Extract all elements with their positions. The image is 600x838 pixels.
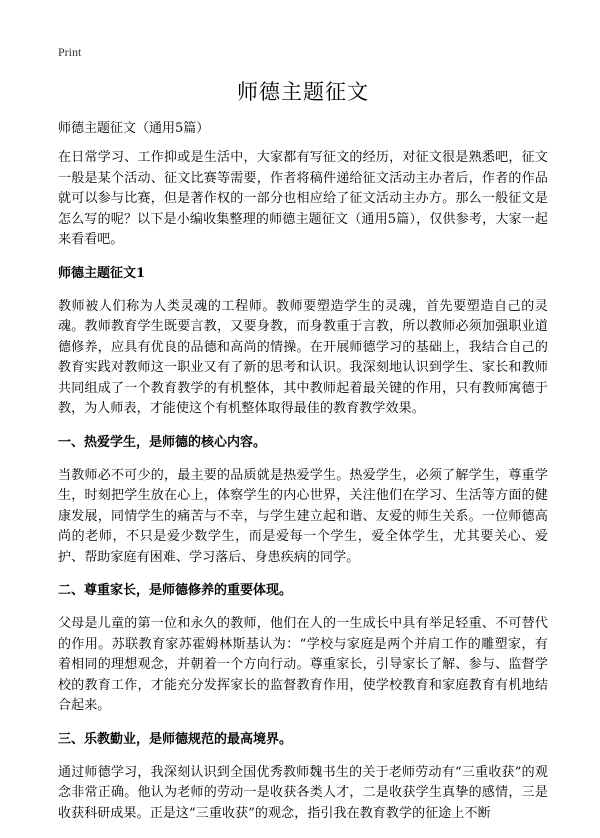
print-link[interactable]: Print xyxy=(58,45,82,59)
essay-1-heading: 师德主题征文1 xyxy=(58,265,146,281)
document-body xyxy=(58,78,548,838)
section-2-paragraph: 父母是儿童的第一位和永久的教师，他们在人的一生成长中具有举足轻重、不可替代的作用。苏联教育家苏霍姆林斯基认为：“学校与家庭是两个并肩工作的雕塑家，有着相同的理想观念，并朝着一个方向行动。尊重家长，引导家长了解、参与、监督学校的教育工作，才能充分发挥家长的监督教育作用，使学校教育和家庭教育有机地结合起来。 xyxy=(58,616,548,713)
document-subtitle: 师德主题征文（通用5篇） xyxy=(58,121,210,136)
intro-paragraph: 在日常学习、工作抑或是生活中，大家都有写征文的经历，对征文很是熟悉吧，征文一般是某个活动、征文比赛等需要，作者将稿件递给征文活动主办者后，作者的作品就可以参与比赛，但是著作权的一部分也相应给了征文活动主办方。那么一般征文是怎么写的呢？以下是小编收集整理的师德主题征文（通用5篇），仅供参考，大家一起来看看吧。 xyxy=(58,150,548,247)
section-2-heading: 二、尊重家长，是师德修养的重要体现。 xyxy=(58,583,293,598)
essay-1-paragraph: 教师被人们称为人类灵魂的工程师。教师要塑造学生的灵魂，首先要塑造自己的灵魂。教师教育学生既要言教，又要身教，而身教重于言教，所以教师必须加强职业道德修养，应具有优良的品德和高尚的情操。在开展师德学习的基础上，我结合自己的教育实践对教师这一职业又有了新的思考和认识。我深刻地认识到学生、家长和教师共同组成了一个教育教学的有机整体，其中教师起着最关键的作用，只有教师寓德于教，为人师表，才能使这个有机整体取得最佳的教育教学效果。 xyxy=(58,298,548,416)
page-title: 师德主题征文 xyxy=(237,80,369,104)
section-1-paragraph: 当教师必不可少的，最主要的品质就是热爱学生。热爱学生，必须了解学生，尊重学生，时刻把学生放在心上，体察学生的内心世界，关注他们在学习、生活等方面的健康发展，同情学生的痛苦与不幸，与学生建立起和谐、友爱的师生关系。一位师德高尚的老师，不只是爱少数学生，而是爱每一个学生，爱全体学生，尤其要关心、爱护、帮助家庭有困难、学习落后、身患疾病的同学。 xyxy=(58,467,548,565)
section-3-heading: 三、乐教勤业，是师德规范的最高境界。 xyxy=(58,731,293,747)
section-1-heading: 一、热爱学生，是师德的核心内容。 xyxy=(58,434,267,450)
section-3-paragraph: 通过师德学习，我深刻认识到全国优秀教师魏书生的关于老师劳动有“三重收获”的观念非常正确。他认为老师的劳动一是收获各类人才，二是收获学生真挚的感情，三是收获科研成果。正是这“三重收获”的观念，指引我在教育教学的征途上不断 xyxy=(58,764,548,821)
